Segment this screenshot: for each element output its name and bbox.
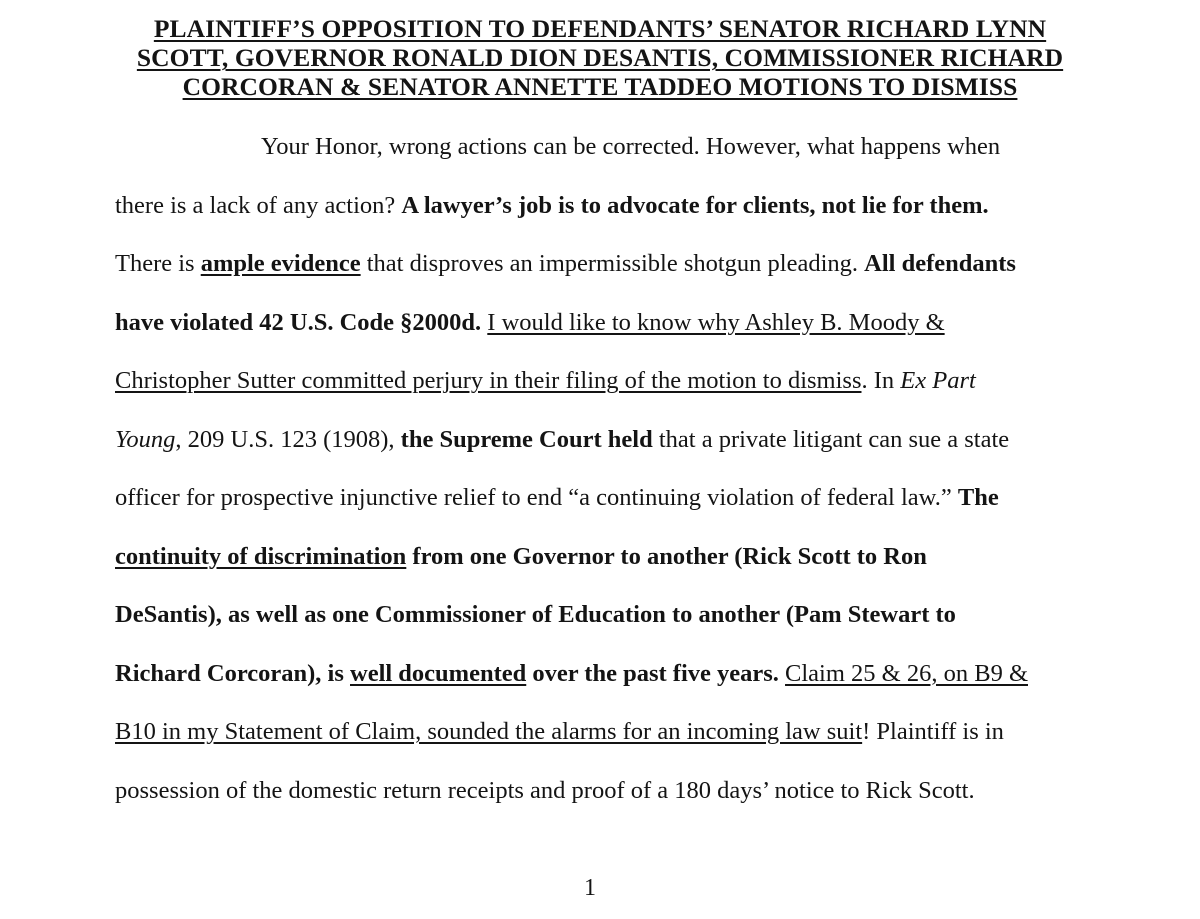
title-line-1: PLAINTIFF’S OPPOSITION TO DEFENDANTS’ SENATOR RICHARD LYNN <box>153 14 1047 43</box>
text-run: well documented <box>350 659 527 687</box>
body-line <box>115 366 1065 425</box>
text-run: have violated 42 U.S. Code §2000d. <box>115 308 482 336</box>
text-run: Claim 25 & 26, on B9 & <box>785 659 1028 687</box>
body-line <box>115 542 1065 601</box>
text-run: Young <box>115 425 176 453</box>
text-run: Richard Corcoran), is <box>115 659 350 687</box>
body-line <box>115 776 1065 835</box>
text-run: All defendants <box>864 250 1016 277</box>
text-run: that a private litigant can sue a state <box>652 425 1010 453</box>
text-run: that disproves an impermissible shotgun pleading. <box>360 250 865 277</box>
text-run: over the past five years. <box>526 659 779 687</box>
text-run: A lawyer’s job is to advocate for clients, not lie for them. <box>401 191 989 219</box>
body-line <box>115 132 1065 191</box>
text-run: , 209 U.S. 123 (1908), <box>175 425 401 453</box>
title-line-2: SCOTT, GOVERNOR RONALD DION DESANTIS, COMMISSIONER RICHARD <box>136 43 1064 72</box>
text-run: Ex Part <box>900 367 976 394</box>
title-line-3: CORCORAN & SENATOR ANNETTE TADDEO MOTIONS TO DISMISS <box>182 72 1018 101</box>
text-run: officer for prospective injunctive relief to end “a continuing violation of federal law.” <box>115 484 958 511</box>
text-run: from one Governor to another (Rick Scott to Ron <box>406 542 927 570</box>
body-line <box>115 483 1065 542</box>
document-body <box>115 132 1065 834</box>
document-title <box>60 14 1140 101</box>
text-run: possession of the domestic return receipts and proof of a 180 days’ notice to Rick Scott. <box>115 776 975 804</box>
page-number: 1 <box>584 875 596 901</box>
body-line <box>115 425 1065 484</box>
text-run: there is a lack of any action? <box>115 191 402 219</box>
text-run: . In <box>861 367 901 394</box>
text-run: continuity of discrimination <box>115 542 407 570</box>
text-run: DeSantis), as well as one Commissioner of Education to another (Pam Stewart to <box>115 601 956 628</box>
body-line <box>115 191 1065 250</box>
body-line <box>115 659 1065 718</box>
body-line <box>115 600 1065 659</box>
text-run: The <box>957 484 999 511</box>
text-run: ample evidence <box>200 250 361 277</box>
text-run: Your Honor, wrong actions can be corrected. However, what happens when <box>261 133 1001 160</box>
text-run: ! Plaintiff is in <box>862 718 1004 745</box>
text-run: There is <box>115 250 201 277</box>
text-run: the Supreme Court held <box>400 425 653 453</box>
text-run: B10 in my Statement of Claim, sounded the alarms for an incoming law suit <box>115 718 863 745</box>
body-line <box>115 717 1065 776</box>
body-line <box>115 308 1065 367</box>
text-run: I would like to know why Ashley B. Moody & <box>487 308 945 336</box>
body-line <box>115 249 1065 308</box>
text-run: Christopher Sutter committed perjury in their filing of the motion to dismiss <box>115 367 862 394</box>
